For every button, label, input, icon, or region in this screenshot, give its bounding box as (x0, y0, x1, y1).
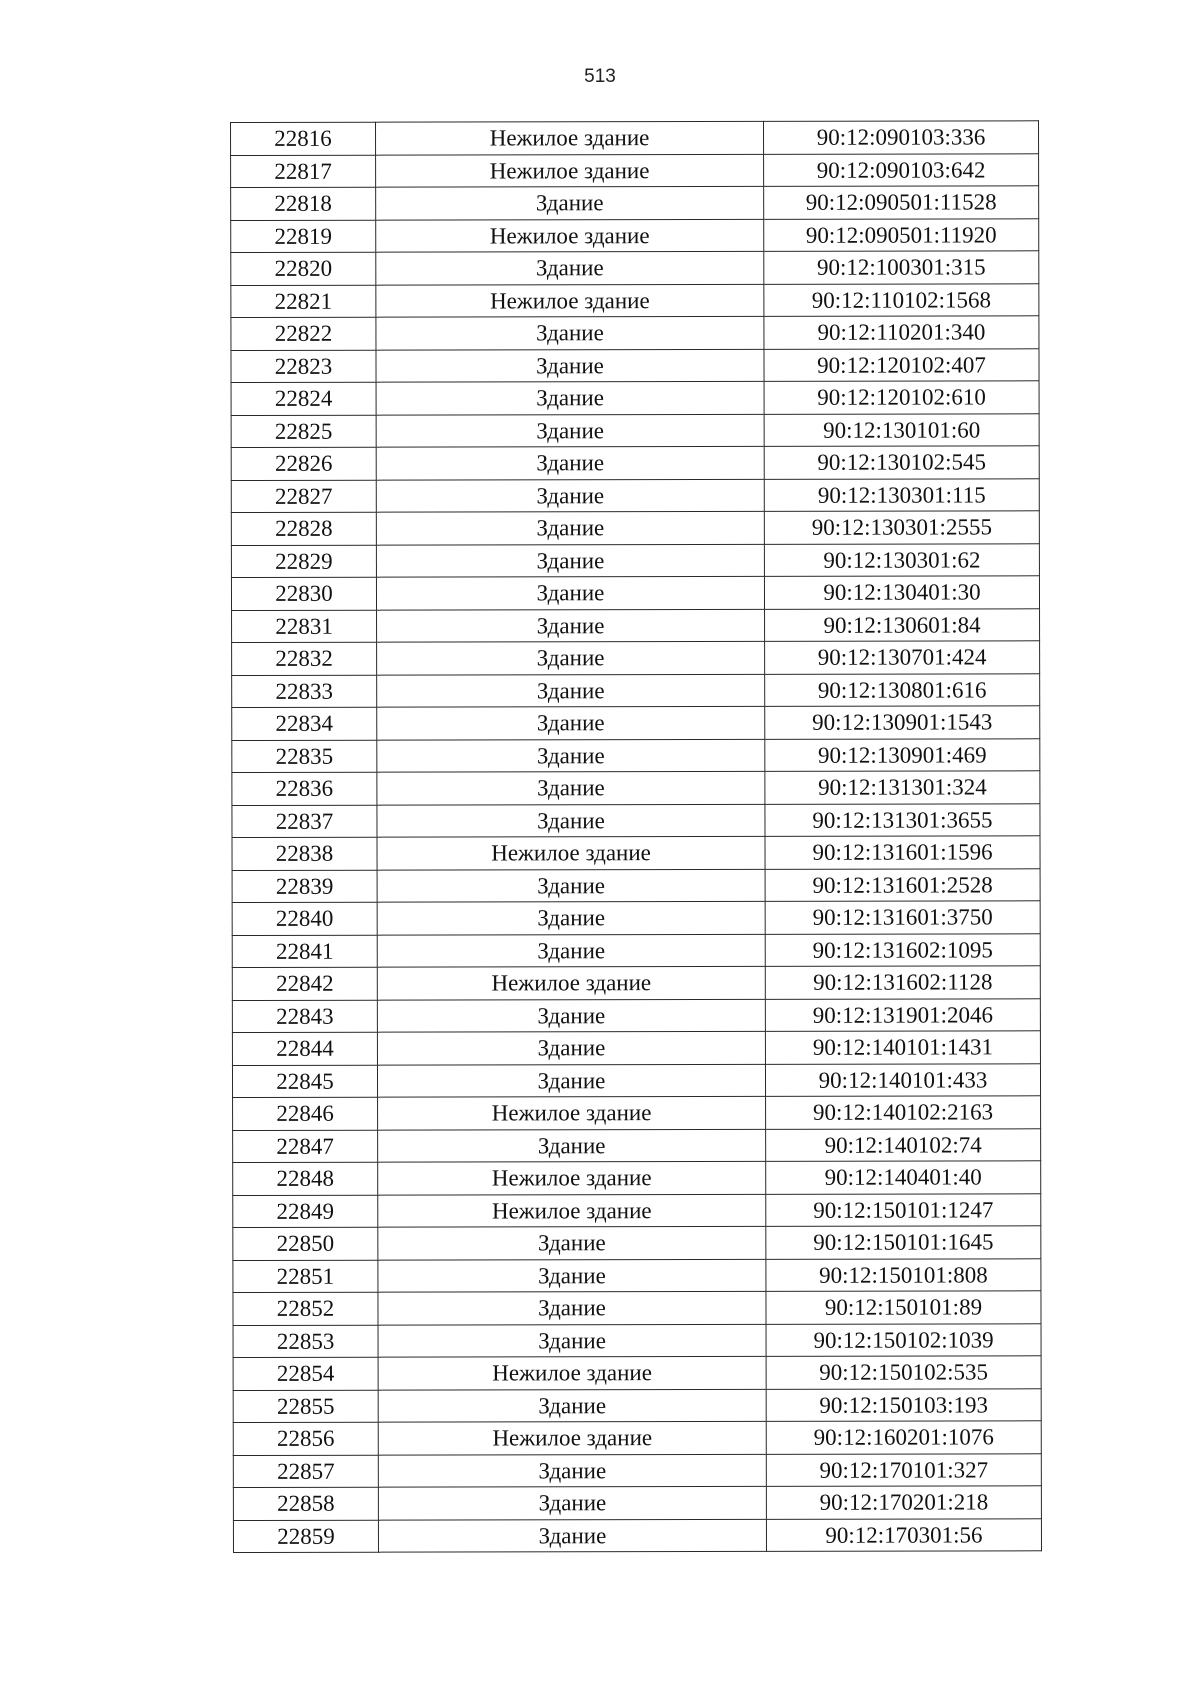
row-number-cell: 22834 (232, 707, 377, 740)
row-number-cell: 22852 (233, 1292, 378, 1325)
object-type-cell: Здание (377, 674, 765, 707)
object-type-cell: Здание (376, 511, 764, 544)
cadastral-number-cell: 90:12:131602:1128 (765, 966, 1040, 999)
cadastral-number-cell: 90:12:090501:11528 (764, 186, 1039, 219)
object-type-cell: Здание (377, 869, 765, 902)
property-registry-table (230, 120, 1042, 1553)
row-number-cell: 22845 (232, 1065, 377, 1098)
table-row (231, 283, 1039, 317)
cadastral-number-cell: 90:12:131301:3655 (765, 803, 1040, 836)
table-row (231, 511, 1039, 545)
row-number-cell: 22835 (232, 740, 377, 773)
cadastral-number-cell: 90:12:130801:616 (765, 673, 1040, 706)
row-number-cell: 22838 (232, 837, 377, 870)
table-row (233, 1323, 1041, 1357)
cadastral-number-cell: 90:12:150101:1247 (766, 1193, 1041, 1226)
table-row (232, 998, 1040, 1032)
table-row (231, 478, 1039, 512)
object-type-cell: Здание (376, 544, 764, 577)
object-type-cell: Здание (377, 999, 765, 1032)
table-row (233, 1161, 1041, 1195)
table-row (232, 901, 1040, 935)
table-row (233, 1453, 1041, 1487)
object-type-cell: Здание (377, 804, 765, 837)
row-number-cell: 22823 (231, 350, 376, 383)
table-row (231, 348, 1039, 382)
row-number-cell: 22846 (233, 1097, 378, 1130)
cadastral-number-cell: 90:12:130102:545 (764, 446, 1039, 479)
cadastral-number-cell: 90:12:130301:62 (764, 543, 1039, 576)
cadastral-number-cell: 90:12:090103:642 (764, 153, 1039, 186)
row-number-cell: 22855 (233, 1390, 378, 1423)
table-row (232, 803, 1040, 837)
cadastral-number-cell: 90:12:130901:1543 (765, 706, 1040, 739)
object-type-cell: Здание (377, 934, 765, 967)
object-type-cell: Здание (377, 771, 765, 804)
row-number-cell: 22851 (233, 1260, 378, 1293)
row-number-cell: 22816 (231, 122, 376, 155)
cadastral-number-cell: 90:12:140102:74 (766, 1128, 1041, 1161)
row-number-cell: 22826 (231, 447, 376, 480)
cadastral-number-cell: 90:12:131301:324 (765, 771, 1040, 804)
cadastral-number-cell: 90:12:131601:2528 (765, 868, 1040, 901)
cadastral-number-cell: 90:12:140102:2163 (766, 1096, 1041, 1129)
row-number-cell: 22817 (231, 155, 376, 188)
object-type-cell: Нежилое здание (378, 1421, 766, 1454)
object-type-cell: Нежилое здание (378, 1356, 766, 1389)
table-row (232, 836, 1040, 870)
object-type-cell: Нежилое здание (377, 836, 765, 869)
cadastral-number-cell: 90:12:131601:1596 (765, 836, 1040, 869)
table-row (233, 1518, 1041, 1552)
cadastral-number-cell: 90:12:150103:193 (766, 1388, 1041, 1421)
table-row (233, 1096, 1041, 1130)
row-number-cell: 22830 (231, 577, 376, 610)
cadastral-number-cell: 90:12:150102:1039 (766, 1323, 1041, 1356)
row-number-cell: 22853 (233, 1325, 378, 1358)
object-type-cell: Здание (378, 1291, 766, 1324)
row-number-cell: 22831 (232, 610, 377, 643)
row-number-cell: 22836 (232, 772, 377, 805)
cadastral-number-cell: 90:12:170101:327 (766, 1453, 1041, 1486)
cadastral-number-cell: 90:12:140401:40 (766, 1161, 1041, 1194)
table-row (232, 738, 1040, 772)
cadastral-number-cell: 90:12:130301:115 (764, 478, 1039, 511)
object-type-cell: Здание (376, 381, 764, 414)
row-number-cell: 22828 (231, 512, 376, 545)
row-number-cell: 22859 (233, 1520, 378, 1553)
object-type-cell: Здание (378, 1519, 766, 1552)
table-row (231, 576, 1039, 610)
cadastral-number-cell: 90:12:120102:407 (764, 348, 1039, 381)
table-row (232, 706, 1040, 740)
cadastral-number-cell: 90:12:131602:1095 (765, 933, 1040, 966)
table-row (231, 218, 1039, 252)
table-row (233, 1486, 1041, 1520)
object-type-cell: Здание (377, 739, 765, 772)
object-type-cell: Здание (378, 1324, 766, 1357)
object-type-cell: Здание (376, 186, 764, 219)
table-row (233, 1291, 1041, 1325)
cadastral-number-cell: 90:12:150101:1645 (766, 1226, 1041, 1259)
row-number-cell: 22837 (232, 805, 377, 838)
row-number-cell: 22850 (233, 1227, 378, 1260)
row-number-cell: 22841 (232, 935, 377, 968)
row-number-cell: 22819 (231, 220, 376, 253)
object-type-cell: Здание (376, 446, 764, 479)
row-number-cell: 22832 (232, 642, 377, 675)
row-number-cell: 22824 (231, 382, 376, 415)
row-number-cell: 22843 (232, 1000, 377, 1033)
object-type-cell: Здание (376, 316, 764, 349)
row-number-cell: 22833 (232, 675, 377, 708)
row-number-cell: 22829 (231, 545, 376, 578)
row-number-cell: 22847 (233, 1130, 378, 1163)
row-number-cell: 22839 (232, 870, 377, 903)
object-type-cell: Нежилое здание (378, 1096, 766, 1129)
table-row (231, 186, 1039, 220)
object-type-cell: Здание (377, 1064, 765, 1097)
row-number-cell: 22858 (233, 1487, 378, 1520)
cadastral-number-cell: 90:12:120102:610 (764, 381, 1039, 414)
object-type-cell: Здание (376, 251, 764, 284)
row-number-cell: 22848 (233, 1162, 378, 1195)
object-type-cell: Нежилое здание (376, 154, 764, 187)
table-row (231, 543, 1039, 577)
cadastral-number-cell: 90:12:131601:3750 (765, 901, 1040, 934)
cadastral-number-cell: 90:12:090501:11920 (764, 218, 1039, 251)
object-type-cell: Здание (378, 1486, 766, 1519)
object-type-cell: Здание (378, 1259, 766, 1292)
table-row (232, 1063, 1040, 1097)
cadastral-number-cell: 90:12:130301:2555 (764, 511, 1039, 544)
table-row (233, 1226, 1041, 1260)
table-row (232, 641, 1040, 675)
table-row (233, 1388, 1041, 1422)
object-type-cell: Здание (376, 479, 764, 512)
row-number-cell: 22825 (231, 415, 376, 448)
object-type-cell: Здание (378, 1226, 766, 1259)
row-number-cell: 22842 (232, 967, 377, 1000)
table-row (232, 966, 1040, 1000)
cadastral-number-cell: 90:12:130701:424 (765, 641, 1040, 674)
table-row (231, 413, 1039, 447)
cadastral-number-cell: 90:12:140101:433 (765, 1063, 1040, 1096)
cadastral-number-cell: 90:12:170301:56 (766, 1518, 1041, 1551)
object-type-cell: Здание (377, 609, 765, 642)
object-type-cell: Здание (376, 576, 764, 609)
table-row (233, 1421, 1041, 1455)
cadastral-number-cell: 90:12:130401:30 (764, 576, 1039, 609)
row-number-cell: 22820 (231, 252, 376, 285)
cadastral-number-cell: 90:12:131901:2046 (765, 998, 1040, 1031)
object-type-cell: Здание (378, 1389, 766, 1422)
cadastral-number-cell: 90:12:100301:315 (764, 251, 1039, 284)
cadastral-number-cell: 90:12:090103:336 (763, 121, 1038, 154)
object-type-cell: Нежилое здание (377, 966, 765, 999)
cadastral-number-cell: 90:12:170201:218 (766, 1486, 1041, 1519)
table-row (233, 1193, 1041, 1227)
cadastral-number-cell: 90:12:150101:808 (766, 1258, 1041, 1291)
row-number-cell: 22822 (231, 317, 376, 350)
row-number-cell: 22857 (233, 1455, 378, 1488)
table-row (232, 1031, 1040, 1065)
row-number-cell: 22849 (233, 1195, 378, 1228)
table-row (232, 673, 1040, 707)
cadastral-number-cell: 90:12:150101:89 (766, 1291, 1041, 1324)
object-type-cell: Нежилое здание (378, 1194, 766, 1227)
cadastral-number-cell: 90:12:130901:469 (765, 738, 1040, 771)
table-row (232, 771, 1040, 805)
table-row (232, 608, 1040, 642)
object-type-cell: Нежилое здание (376, 121, 764, 154)
object-type-cell: Нежилое здание (378, 1161, 766, 1194)
table-row (233, 1258, 1041, 1292)
cadastral-number-cell: 90:12:150102:535 (766, 1356, 1041, 1389)
registry-table-body (231, 121, 1042, 1553)
object-type-cell: Здание (377, 641, 765, 674)
cadastral-number-cell: 90:12:160201:1076 (766, 1421, 1041, 1454)
cadastral-number-cell: 90:12:130101:60 (764, 413, 1039, 446)
table-row (232, 933, 1040, 967)
table-row (233, 1356, 1041, 1390)
row-number-cell: 22854 (233, 1357, 378, 1390)
cadastral-number-cell: 90:12:130601:84 (765, 608, 1040, 641)
row-number-cell: 22844 (232, 1032, 377, 1065)
cadastral-number-cell: 90:12:110201:340 (764, 316, 1039, 349)
table-row (231, 121, 1039, 155)
object-type-cell: Здание (376, 349, 764, 382)
row-number-cell: 22856 (233, 1422, 378, 1455)
row-number-cell: 22821 (231, 285, 376, 318)
table-row (231, 251, 1039, 285)
page-number: 513 (584, 66, 616, 87)
object-type-cell: Нежилое здание (376, 219, 764, 252)
object-type-cell: Здание (378, 1454, 766, 1487)
table-row (231, 153, 1039, 187)
table-row (233, 1128, 1041, 1162)
row-number-cell: 22827 (231, 480, 376, 513)
object-type-cell: Здание (377, 706, 765, 739)
object-type-cell: Здание (378, 1129, 766, 1162)
table-row (231, 381, 1039, 415)
table-row (231, 316, 1039, 350)
object-type-cell: Здание (377, 901, 765, 934)
object-type-cell: Нежилое здание (376, 284, 764, 317)
row-number-cell: 22818 (231, 187, 376, 220)
table-row (231, 446, 1039, 480)
cadastral-number-cell: 90:12:110102:1568 (764, 283, 1039, 316)
object-type-cell: Здание (376, 414, 764, 447)
cadastral-number-cell: 90:12:140101:1431 (765, 1031, 1040, 1064)
row-number-cell: 22840 (232, 902, 377, 935)
object-type-cell: Здание (377, 1031, 765, 1064)
table-row (232, 868, 1040, 902)
